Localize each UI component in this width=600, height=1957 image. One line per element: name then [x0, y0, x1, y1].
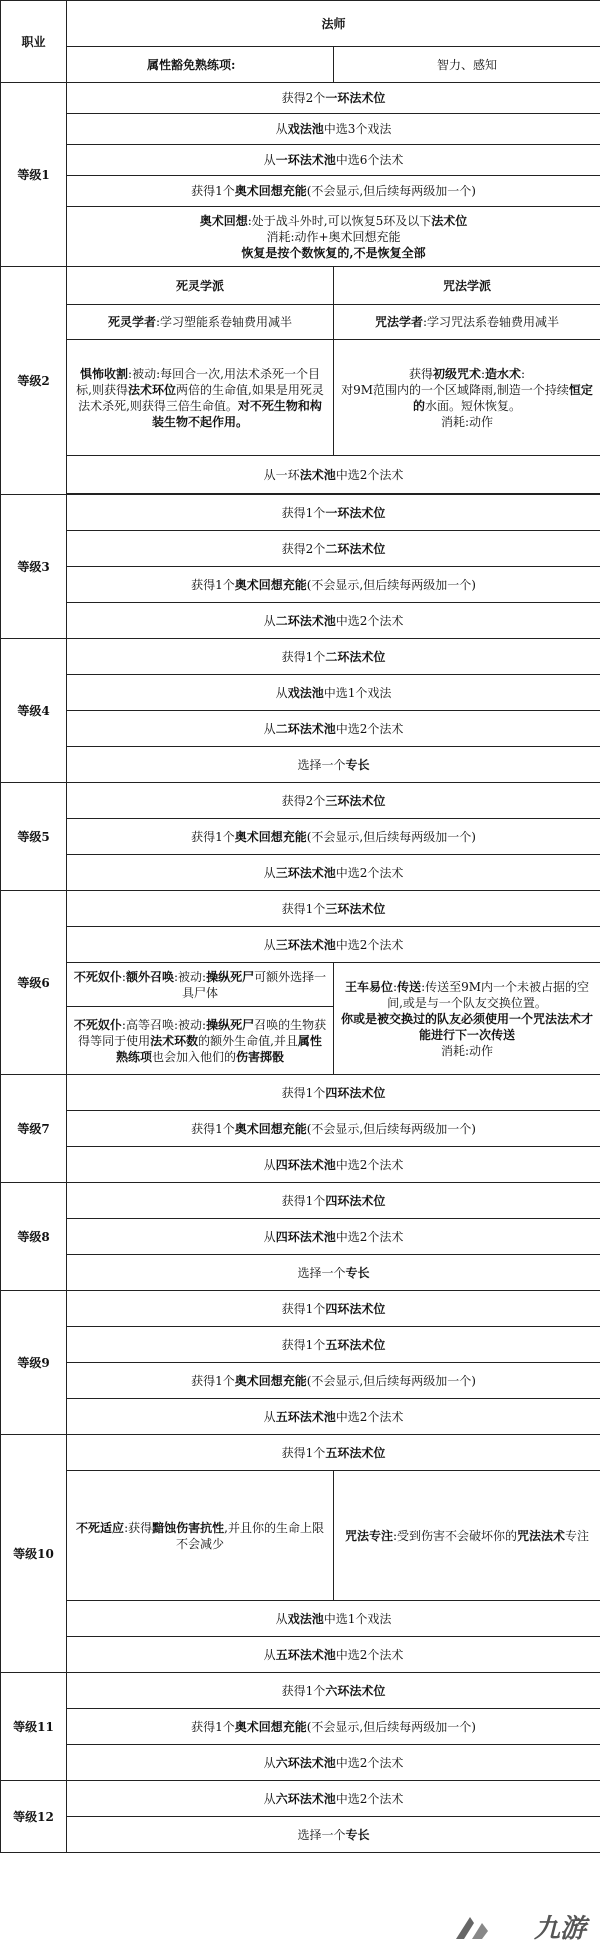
l1-row: 获得1个奥术回想充能(不会显示,但后续每两级加一个): [67, 176, 600, 207]
l11-row: 获得1个奥术回想充能(不会显示,但后续每两级加一个): [67, 1709, 600, 1745]
level-label: 等级7: [1, 1075, 67, 1183]
page-title: 法师: [67, 1, 600, 47]
l9-row: 从五环法术池中选2个法术: [67, 1399, 600, 1435]
level-label: 等级11: [1, 1673, 67, 1781]
l2-row: 从一环法术池中选2个法术: [67, 456, 600, 494]
l5-row: 获得1个奥术回想充能(不会显示,但后续每两级加一个): [67, 819, 600, 855]
level-label: 等级4: [1, 639, 67, 783]
l10-row: 从戏法池中选1个戏法: [67, 1601, 600, 1637]
necro-undead-thralls-greater: 不死奴仆:高等召唤:被动:操纵死尸召唤的生物获得等同于使用法术环数的额外生命值,并且属性熟练项也会加入他们的伤害掷骰: [67, 1007, 334, 1075]
site-watermark: [442, 1907, 592, 1951]
level-label: 等级10: [1, 1435, 67, 1673]
l5-row: 从三环法术池中选2个法术: [67, 855, 600, 891]
l3-row: 获得1个一环法术位: [67, 495, 600, 531]
level-label: 等级8: [1, 1183, 67, 1291]
l9-row: 获得1个四环法术位: [67, 1291, 600, 1327]
conj-benign-transposition: 王车易位:传送:传送至9M内一个未被占据的空间,或是与一个队友交换位置。 你或是被交换过的队友必须使用一个咒法法术才能进行下一次传送 消耗:动作: [334, 963, 600, 1075]
l1-row: 从戏法池中选3个戏法: [67, 114, 600, 145]
l12-row: 从六环法术池中选2个法术: [67, 1781, 600, 1817]
l7-row: 获得1个四环法术位: [67, 1075, 600, 1111]
l1-row: 从一环法术池中选6个法术: [67, 145, 600, 176]
l4-row: 选择一个专长: [67, 747, 600, 783]
level-label: 等级6: [1, 891, 67, 1075]
watermark-logo-icon: [452, 1913, 492, 1945]
level-label: 等级9: [1, 1291, 67, 1435]
conj-minor-conjuration: 获得初级咒术:造水术: 对9M范围内的一个区域降雨,制造一个持续恒定的水面。短休恢复。 消耗:动作: [334, 340, 600, 456]
l9-row: 获得1个奥术回想充能(不会显示,但后续每两级加一个): [67, 1363, 600, 1399]
l5-row: 获得2个三环法术位: [67, 783, 600, 819]
necro-undead-thralls-extra: 不死奴仆:额外召唤:被动:操纵死尸可额外选择一具尸体: [67, 963, 334, 1007]
l1-row: 获得2个一环法术位: [67, 83, 600, 114]
l1-arcane-recall: 奥术回想:处于战斗外时,可以恢复5环及以下法术位 消耗:动作+奥术回想充能 恢复是按个数恢复的,不是恢复全部: [67, 207, 600, 267]
class-column-label: 职业: [1, 1, 67, 83]
l7-row: 获得1个奥术回想充能(不会显示,但后续每两级加一个): [67, 1111, 600, 1147]
l10-row: 从五环法术池中选2个法术: [67, 1637, 600, 1673]
l7-row: 从四环法术池中选2个法术: [67, 1147, 600, 1183]
level-label: 等级1: [1, 83, 67, 267]
l6-row: 从三环法术池中选2个法术: [67, 927, 600, 963]
necro-grim-harvest: 惧怖收割:被动:每回合一次,用法术杀死一个目标,则获得法术环位两倍的生命值,如果是用死灵法术杀死,则获得三倍生命值。对不死生物和构装生物不起作用。: [67, 340, 334, 456]
l11-row: 从六环法术池中选2个法术: [67, 1745, 600, 1781]
l8-row: 选择一个专长: [67, 1255, 600, 1291]
l3-row: 获得2个二环法术位: [67, 531, 600, 567]
conjuration-school-title: 咒法学派: [334, 267, 600, 305]
l4-row: 从二环法术池中选2个法术: [67, 711, 600, 747]
conj-focused-conjuration: 咒法专注:受到伤害不会破坏你的咒法法术专注: [334, 1471, 600, 1601]
l6-row: 获得1个三环法术位: [67, 891, 600, 927]
l9-row: 获得1个五环法术位: [67, 1327, 600, 1363]
l11-row: 获得1个六环法术位: [67, 1673, 600, 1709]
necro-undead-adaptation: 不死适应:获得黯蚀伤害抗性,并且你的生命上限不会减少: [67, 1471, 334, 1601]
watermark-text: 九游: [533, 1914, 586, 1944]
l3-row: 获得1个奥术回想充能(不会显示,但后续每两级加一个): [67, 567, 600, 603]
necro-scholar: 死灵学者:学习塑能系卷轴费用减半: [67, 305, 334, 340]
attribute-value: 智力、感知: [334, 47, 600, 83]
l4-row: 从戏法池中选1个戏法: [67, 675, 600, 711]
level-label: 等级2: [1, 267, 67, 495]
l8-row: 获得1个四环法术位: [67, 1183, 600, 1219]
attribute-label: 属性豁免熟练项:: [67, 47, 334, 83]
level-label: 等级3: [1, 495, 67, 639]
l8-row: 从四环法术池中选2个法术: [67, 1219, 600, 1255]
l10-row: 获得1个五环法术位: [67, 1435, 600, 1471]
l4-row: 获得1个二环法术位: [67, 639, 600, 675]
l3-row: 从二环法术池中选2个法术: [67, 603, 600, 639]
level-label: 等级12: [1, 1781, 67, 1853]
level-label: 等级5: [1, 783, 67, 891]
l12-row: 选择一个专长: [67, 1817, 600, 1853]
necromancy-school-title: 死灵学派: [67, 267, 334, 305]
conj-scholar: 咒法学者:学习咒法系卷轴费用减半: [334, 305, 600, 340]
